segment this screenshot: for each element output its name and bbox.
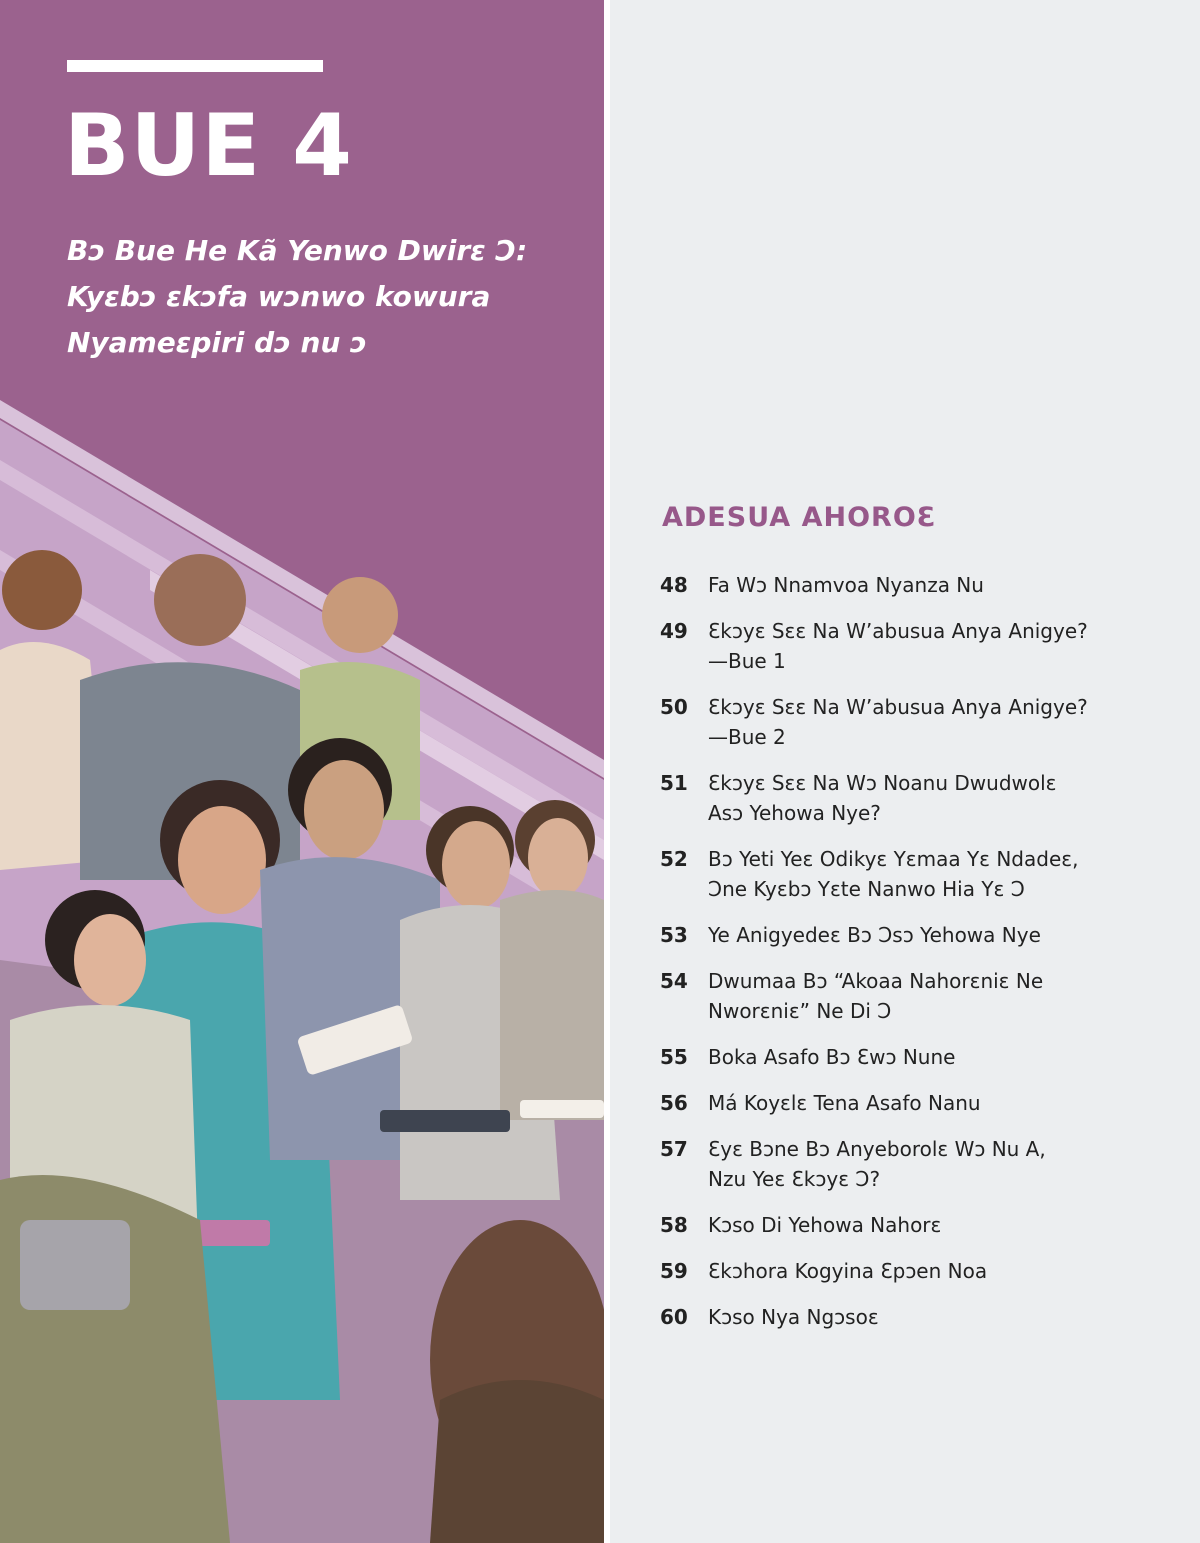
lesson-number: 58 <box>660 1213 688 1237</box>
lesson-number: 57 <box>660 1137 688 1161</box>
lesson-title: Ye Anigyedeɛ Bɔ Ɔsɔ Yehowa Nye <box>708 923 1041 947</box>
lesson-title: Ɛkɔyɛ Sɛɛ Na W’abusua Anya Anigye? —Bue 2 <box>708 695 1088 749</box>
title-rule <box>67 60 323 72</box>
lesson-item[interactable] <box>660 1302 1160 1332</box>
lesson-title: Ɛkɔhora Kogyina Ɛpɔen Noa <box>708 1259 988 1283</box>
lesson-item[interactable] <box>660 1134 1160 1194</box>
lesson-item[interactable] <box>660 1256 1160 1286</box>
lesson-number: 50 <box>660 695 688 719</box>
lesson-number: 52 <box>660 847 688 871</box>
part-title: BUE 4 <box>64 96 353 196</box>
lessons-panel <box>610 0 1200 1543</box>
lesson-title: Kɔso Di Yehowa Nahorɛ <box>708 1213 942 1237</box>
lesson-number: 59 <box>660 1259 688 1283</box>
lesson-number: 53 <box>660 923 688 947</box>
lesson-title: Má Koyɛlɛ Tena Asafo Nanu <box>708 1091 981 1115</box>
lesson-item[interactable] <box>660 1088 1160 1118</box>
part-subtitle: Bɔ Bue He Kã Yenwo Dwirɛ Ɔ: Kyɛbɔ ɛkɔfa wɔnwo kowura Nyameɛpiri dɔ nu ɔ <box>67 234 528 359</box>
lesson-item[interactable] <box>660 966 1160 1026</box>
lesson-list <box>660 570 1160 1348</box>
lesson-item[interactable] <box>660 844 1160 904</box>
lesson-item[interactable] <box>660 768 1160 828</box>
lesson-item[interactable] <box>660 1042 1160 1072</box>
lesson-number: 49 <box>660 619 688 643</box>
lesson-title: Fa Wɔ Nnamvoa Nyanza Nu <box>708 573 984 597</box>
lesson-item[interactable] <box>660 616 1160 676</box>
lesson-item[interactable] <box>660 1210 1160 1240</box>
lesson-number: 51 <box>660 771 688 795</box>
lesson-number: 54 <box>660 969 688 993</box>
lesson-number: 60 <box>660 1305 688 1329</box>
lesson-number: 48 <box>660 573 688 597</box>
lesson-title: Ɛkɔyɛ Sɛɛ Na Wɔ Noanu Dwudwolɛ Asɔ Yehowa Nye? <box>708 771 1057 825</box>
lesson-title: Ɛyɛ Bɔne Bɔ Anyeborolɛ Wɔ Nu A, Nzu Yeɛ Ɛkɔyɛ Ɔ? <box>708 1137 1046 1191</box>
lesson-title: Kɔso Nya Ngɔsoɛ <box>708 1305 879 1329</box>
lesson-number: 55 <box>660 1045 688 1069</box>
lesson-title: Boka Asafo Bɔ Ɛwɔ Nune <box>708 1045 956 1069</box>
lesson-title: Bɔ Yeti Yeɛ Odikyɛ Yɛmaa Yɛ Ndadeɛ, Ɔne Kyɛbɔ Yɛte Nanwo Hia Yɛ Ɔ <box>708 847 1079 901</box>
lesson-title: Dwumaa Bɔ “Akoaa Nahorɛniɛ Ne Nworɛniɛ” Ne Di Ɔ <box>708 969 1044 1023</box>
congregation-meeting-illustration <box>0 400 604 1543</box>
lesson-item[interactable] <box>660 570 1160 600</box>
lesson-item[interactable] <box>660 692 1160 752</box>
lesson-item[interactable] <box>660 920 1160 950</box>
lessons-heading: ADESUA AHOROƐ <box>662 502 937 533</box>
lesson-number: 56 <box>660 1091 688 1115</box>
lesson-title: Ɛkɔyɛ Sɛɛ Na W’abusua Anya Anigye? —Bue 1 <box>708 619 1088 673</box>
